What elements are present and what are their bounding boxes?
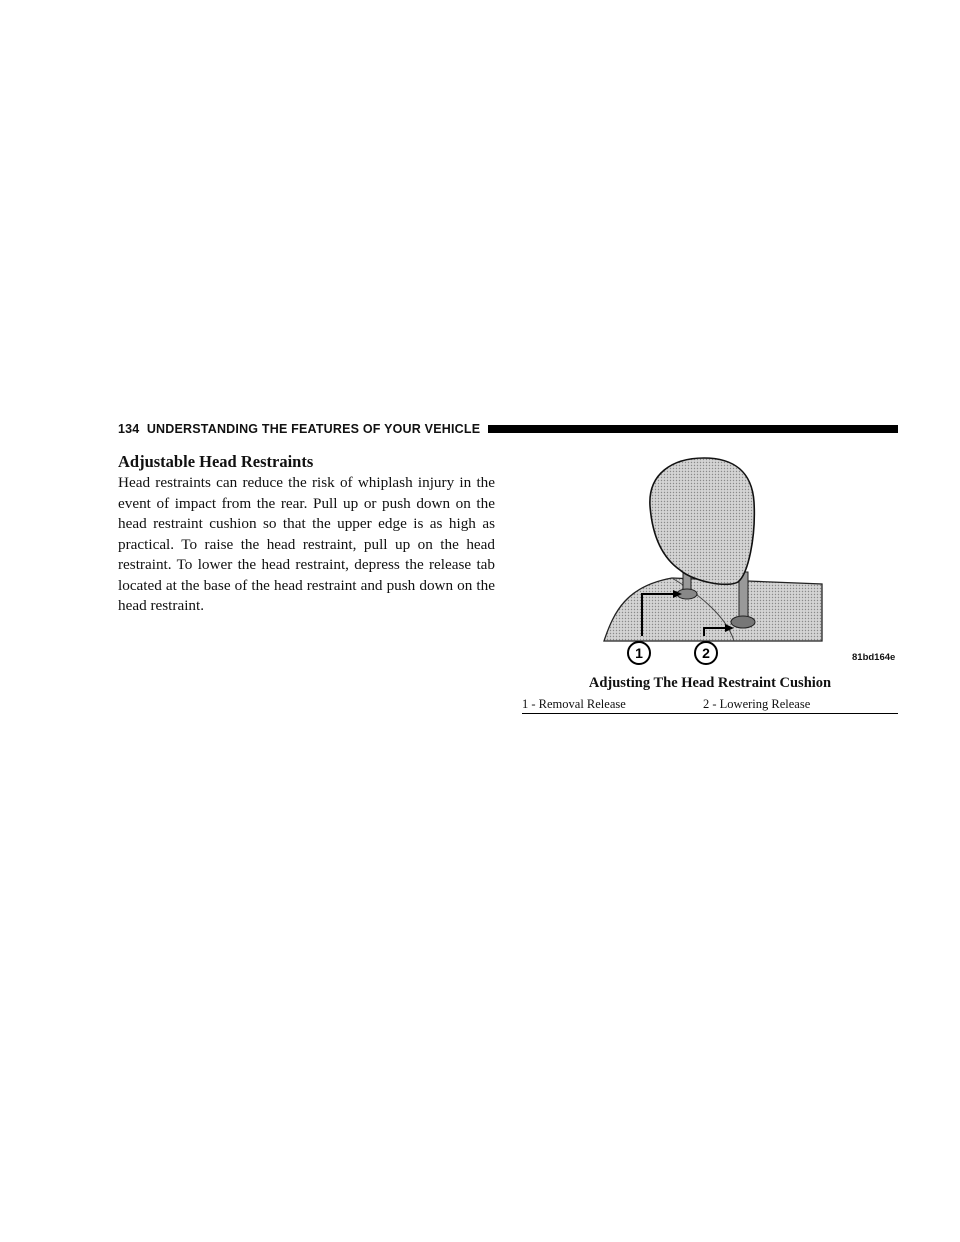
page-header: [118, 420, 898, 438]
head-restraint-figure: [522, 446, 898, 716]
lowering-release-tab: [731, 616, 755, 628]
callout-2-label: 2: [702, 645, 710, 661]
section-title: Adjustable Head Restraints: [118, 452, 314, 471]
head-restraint-illustration: [522, 446, 898, 666]
section-name: UNDERSTANDING THE FEATURES OF YOUR VEHICLE: [146, 422, 481, 436]
legend-item-lowering-release: 2 - Lowering Release: [703, 697, 811, 711]
figure-caption: Adjusting The Head Restraint Cushion: [588, 675, 832, 691]
head-restraint-cushion-shape: [650, 458, 754, 584]
running-header: [118, 420, 480, 438]
legend-item-removal-release: 1 - Removal Release: [522, 697, 626, 711]
figure-code: 81bd164e: [852, 652, 896, 663]
header-rule: [488, 425, 898, 433]
callout-1-label: 1: [635, 645, 643, 661]
body-paragraph: Head restraints can reduce the risk of whiplash injury in the event of impact from the rear. Pull up or push down on the head restraint cushion so that the upper edge is as high as practical. To raise the head restraint, pull up on the head restraint. To lower the head restraint, depress the release tab located at the base of the head restraint and push down on the head restraint.: [118, 474, 495, 614]
page-number: 134: [118, 422, 140, 436]
figure-legend: [522, 697, 898, 714]
seat-back-shape: [604, 578, 822, 641]
